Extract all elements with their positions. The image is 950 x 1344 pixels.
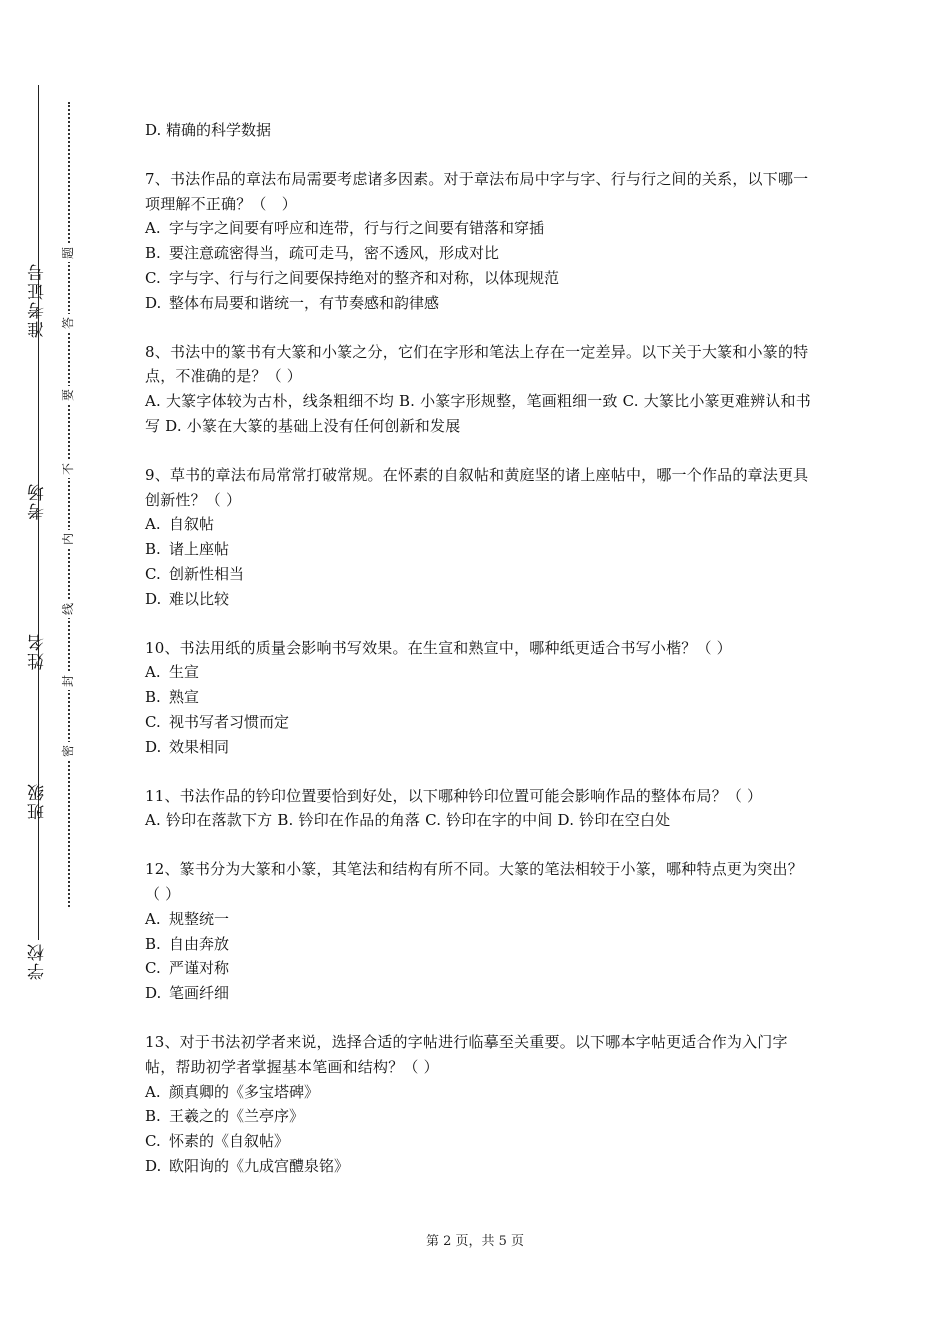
name-field bbox=[22, 560, 54, 670]
option-d: D. 整体布局要和谐统一，有节奏感和韵律感 bbox=[145, 293, 440, 312]
question-stem: 9、草书的章法布局常常打破常规。在怀素的自叙帖和黄庭坚的诸上座帖中，哪一个作品的章法更具创新性？（ ） bbox=[145, 465, 809, 509]
question-13 bbox=[145, 1030, 815, 1179]
previous-question-tail bbox=[145, 118, 815, 143]
question-7 bbox=[145, 167, 815, 316]
question-11 bbox=[145, 784, 815, 834]
question-stem: 7、书法作品的章法布局需要考虑诸多因素。对于章法布局中字与字、行与行之间的关系，以下哪一项理解不正确？（ ） bbox=[145, 169, 809, 213]
school-field bbox=[22, 870, 54, 980]
seal-char: 题 bbox=[59, 244, 77, 262]
seal-dotted-line bbox=[68, 102, 70, 907]
question-9 bbox=[145, 463, 815, 612]
class-field bbox=[22, 710, 54, 820]
option-c: C. 严谨对称 bbox=[145, 959, 230, 978]
option-c: C. 怀素的《自叙帖》 bbox=[145, 1132, 290, 1151]
option-c: C. 视书写者习惯而定 bbox=[145, 712, 290, 731]
question-10 bbox=[145, 636, 815, 760]
seal-char: 要 bbox=[59, 386, 77, 404]
name-label: 姓名 bbox=[28, 632, 48, 670]
option-a: A. 生宣 bbox=[145, 663, 200, 682]
question-stem: 10、书法用纸的质量会影响书写效果。在生宣和熟宣中，哪种纸更适合书写小楷？（ ） bbox=[145, 638, 732, 657]
option-a: A. 自叙帖 bbox=[145, 515, 215, 534]
question-8 bbox=[145, 340, 815, 439]
option-a: A. 字与字之间要有呼应和连带，行与行之间要有错落和穿插 bbox=[145, 219, 545, 238]
question-stem: 11、书法作品的钤印位置要恰到好处，以下哪种钤印位置可能会影响作品的整体布局？（ ） bbox=[145, 786, 763, 805]
school-label: 学校 bbox=[28, 942, 48, 980]
option-line: D. 精确的科学数据 bbox=[145, 121, 272, 139]
option-c: C. 创新性相当 bbox=[145, 564, 245, 583]
option-d: D. 难以比较 bbox=[145, 589, 230, 608]
seal-char: 内 bbox=[59, 530, 77, 548]
exam-room-label: 考场 bbox=[28, 482, 48, 520]
class-label: 班级 bbox=[28, 782, 48, 820]
option-d: D. 效果相同 bbox=[145, 737, 230, 756]
question-stem: 13、对于书法初学者来说，选择合适的字帖进行临摹至关重要。以下哪本字帖更适合作为入门字帖，帮助初学者掌握基本笔画和结构？（ ） bbox=[145, 1032, 788, 1076]
admission-number-label: 准考证号 bbox=[28, 262, 48, 338]
page-footer: 第 2 页，共 5 页 bbox=[425, 1234, 525, 1249]
option-a: A. 颜真卿的《多宝塔碑》 bbox=[145, 1082, 320, 1101]
question-12 bbox=[145, 857, 815, 1006]
inline-options: A. 钤印在落款下方 B. 钤印在作品的角落 C. 钤印在字的中间 D. 钤印在空白处 bbox=[145, 811, 671, 830]
option-b: B. 要注意疏密得当，疏可走马，密不透风，形成对比 bbox=[145, 244, 500, 263]
seal-char: 密 bbox=[59, 742, 77, 760]
option-d: D. 笔画纤细 bbox=[145, 984, 230, 1003]
seal-char: 封 bbox=[59, 672, 77, 690]
option-b: B. 熟宣 bbox=[145, 688, 200, 707]
admission-number-field bbox=[22, 228, 54, 338]
exam-room-field bbox=[22, 410, 54, 520]
option-b: B. 自由奔放 bbox=[145, 934, 230, 953]
seal-char: 不 bbox=[59, 460, 77, 478]
option-b: B. 诸上座帖 bbox=[145, 540, 230, 559]
inline-options: A. 大篆字体较为古朴，线条粗细不均 B. 小篆字形规整，笔画粗细一致 C. 大篆比小篆更难辨认和书写 D. 小篆在大篆的基础上没有任何创新和发展 bbox=[145, 392, 811, 435]
seal-char: 答 bbox=[59, 314, 77, 332]
seal-char: 线 bbox=[59, 600, 77, 618]
option-a: A. 规整统一 bbox=[145, 909, 230, 928]
option-b: B. 王羲之的《兰亭序》 bbox=[145, 1107, 305, 1126]
option-d: D. 欧阳询的《九成宫醴泉铭》 bbox=[145, 1156, 350, 1175]
question-stem: 8、书法中的篆书有大篆和小篆之分，它们在字形和笔法上存在一定差异。以下关于大篆和小篆的特点，不准确的是？（ ） bbox=[145, 342, 809, 386]
option-c: C. 字与字、行与行之间要保持绝对的整齐和对称，以体现规范 bbox=[145, 268, 560, 287]
question-list bbox=[145, 118, 815, 1203]
question-stem: 12、篆书分为大篆和小篆，其笔法和结构有所不同。大篆的笔法相较于小篆，哪种特点更为突出？（ ） bbox=[145, 860, 803, 903]
